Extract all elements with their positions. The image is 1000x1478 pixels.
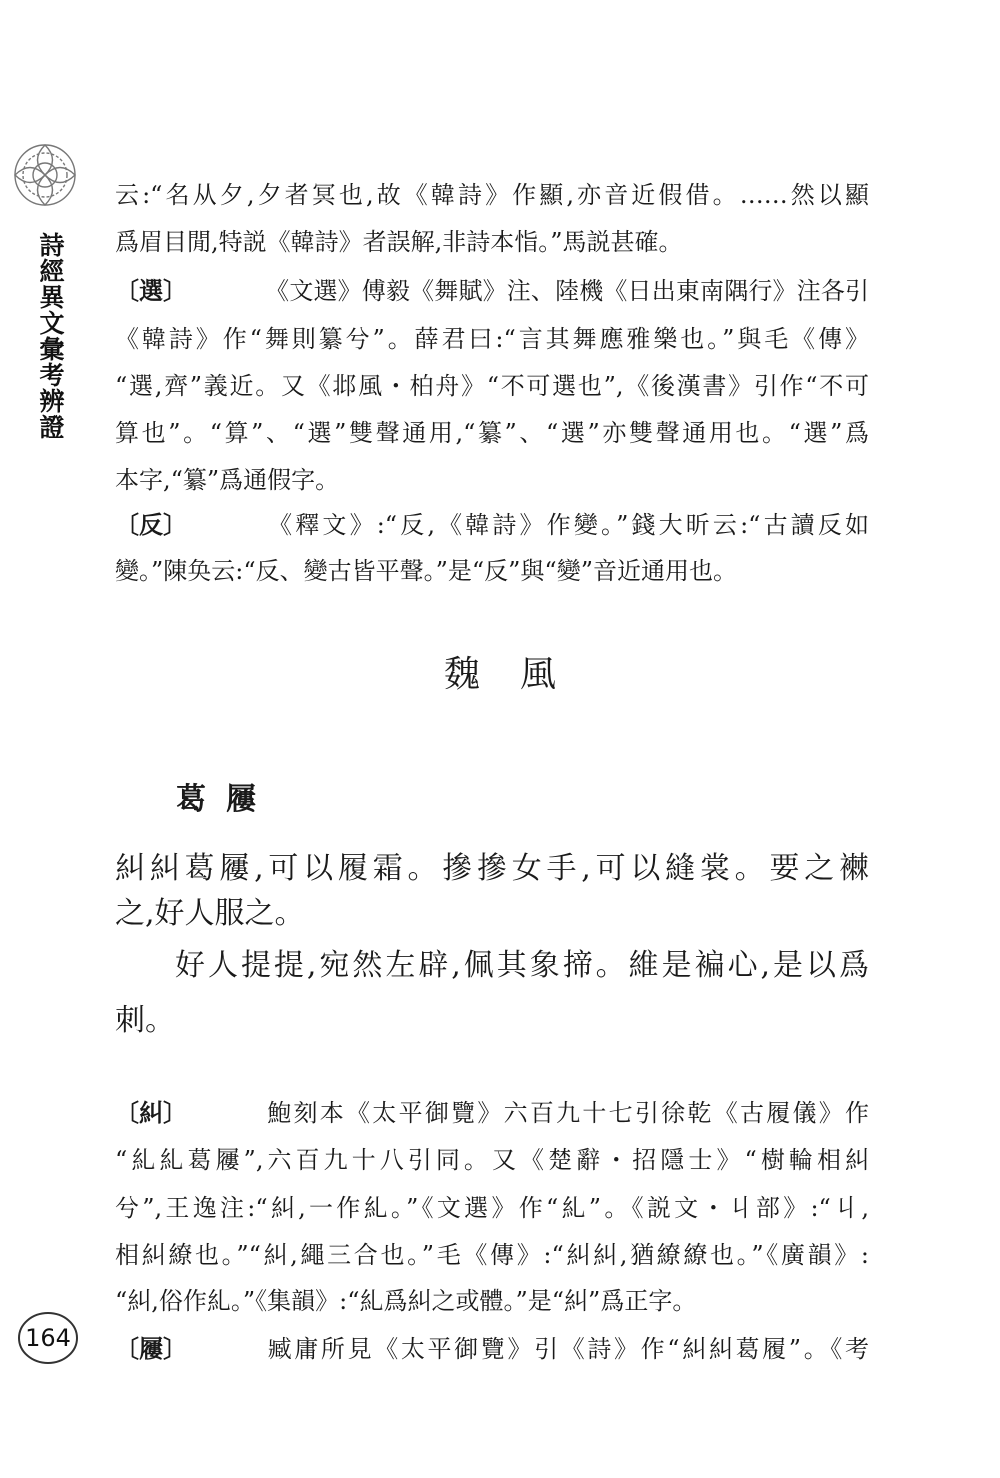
text-line: 相糾繚也。”“糾,繩三合也。”毛《傳》:“糾糾,猶繚繚也。”《廣韻》: bbox=[115, 1241, 869, 1269]
text-line: 《韓詩》作“舞則纂兮”。薛君曰:“言其舞應雅樂也。”與毛《傳》 bbox=[115, 325, 869, 353]
note-head-char: 反 bbox=[139, 510, 163, 539]
note-head-char: 糾 bbox=[139, 1098, 163, 1127]
note-ju-first-line bbox=[115, 1334, 869, 1366]
note-text: 《文選》傅毅《舞賦》注、陸機《日出東南隅行》注各引 bbox=[265, 277, 869, 305]
text-line: 本字,“纂”爲通假字。 bbox=[115, 466, 340, 494]
text-line: 云:“名从夕,夕者冥也,故《韓詩》作顯,亦音近假借。……然以顯 bbox=[115, 181, 869, 209]
text-line: 爲眉目閒,特説《韓詩》者誤解,非詩本恉。”馬説甚確。 bbox=[115, 228, 683, 256]
text-line: 算也”。“算”、“選”雙聲通用,“纂”、“選”亦雙聲通用也。“選”爲 bbox=[115, 419, 869, 447]
poem-line: 刺。 bbox=[115, 1003, 175, 1038]
note-text: 鮑刻本《太平御覽》六百九十七引徐乾《古履儀》作 bbox=[265, 1099, 869, 1127]
poem-title: 葛屨 bbox=[176, 782, 276, 817]
note-xuan-first-line bbox=[115, 276, 869, 308]
page-number-badge bbox=[16, 1310, 80, 1366]
note-head: 〔選〕 bbox=[115, 276, 187, 305]
poem-line: 好人提提,宛然左辟,佩其象揥。維是褊心,是以爲 bbox=[175, 948, 869, 983]
note-head-char: 選 bbox=[139, 276, 163, 305]
poem-line: 之,好人服之。 bbox=[115, 896, 305, 931]
note-head: 〔反〕 bbox=[115, 510, 187, 539]
text-line: “選,齊”義近。又《邶風・柏舟》“不可選也”,《後漢書》引作“不可 bbox=[115, 372, 869, 400]
note-fan-first-line bbox=[115, 510, 869, 542]
note-jiu-first-line bbox=[115, 1098, 869, 1130]
note-head: 〔屨〕 bbox=[115, 1334, 187, 1363]
text-line: 變。”陳奂云:“反、變古皆平聲。”是“反”與“變”音近通用也。 bbox=[115, 557, 737, 585]
page-number: 164 bbox=[25, 1324, 71, 1352]
note-text: 《釋文》:“反,《韓詩》作變。”錢大昕云:“古讀反如 bbox=[265, 511, 869, 539]
ornament-emblem bbox=[8, 138, 82, 212]
note-head-char: 屨 bbox=[139, 1334, 163, 1363]
text-line: “糺糺葛屨”,六百九十八引同。又《楚辭・招隱士》“樹輪相糾 bbox=[115, 1146, 869, 1174]
text-line: “糾,俗作糺。”《集韻》:“糺爲糾之或體。”是“糾”爲正字。 bbox=[115, 1287, 697, 1315]
text-line: 兮”,王逸注:“糾,一作糺。”《文選》作“糺”。《説文・丩部》:“丩, bbox=[115, 1194, 869, 1222]
note-text: 臧庸所見《太平御覽》引《詩》作“糾糾葛履”。《考 bbox=[265, 1335, 869, 1363]
book-title-vertical: 詩經異文彙考辨證 bbox=[36, 232, 65, 440]
poem-line: 糾糾葛屨,可以履霜。摻摻女手,可以縫裳。要之襋 bbox=[115, 851, 869, 886]
note-head: 〔糾〕 bbox=[115, 1098, 187, 1127]
section-title: 魏風 bbox=[443, 654, 596, 695]
